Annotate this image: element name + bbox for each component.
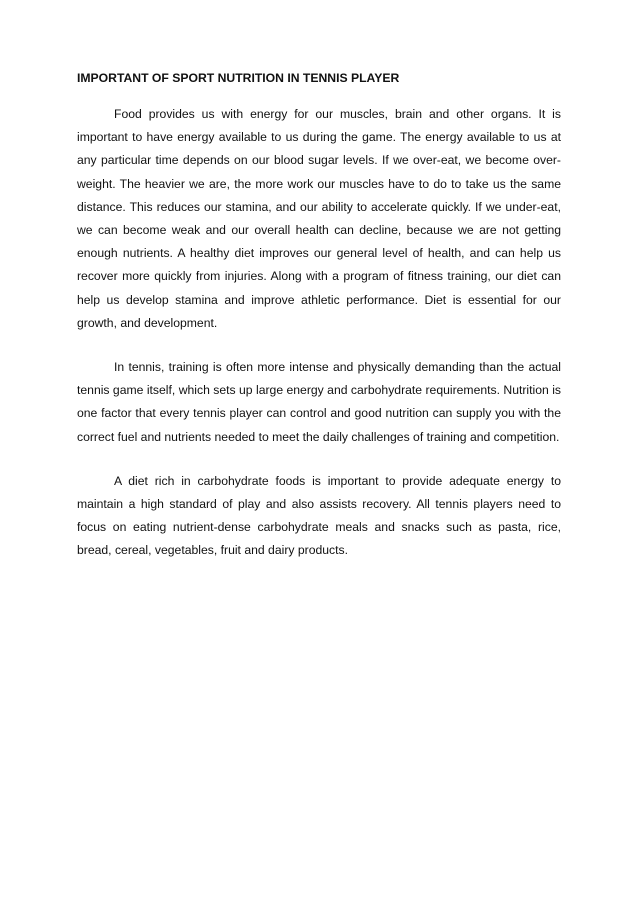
paragraph-food-energy: Food provides us with energy for our muscles, brain and other organs. It is important to have energy available to us during the game. The energy available to us at any particular time depends on our blood sugar levels. If we over-eat, we become over-weight. The heavier we are, the more work our muscles have to do to take us the same distance. This reduces our stamina, and our ability to accelerate quickly. If we under-eat, we can become weak and our overall health can decline, because we are not getting enough nutrients. A healthy diet improves our general level of health, and can help us recover more quickly from injuries. Along with a program of fitness training, our diet can help us develop stamina and improve athletic performance. Diet is essential for our growth, and development. [77, 107, 561, 330]
document-body [77, 70, 561, 584]
paragraph-training-demands: In tennis, training is often more intense and physically demanding than the actual tennis game itself, which sets up large energy and carbohydrate requirements. Nutrition is one factor that every tennis player can control and good nutrition can supply you with the correct fuel and nutrients needed to meet the daily challenges of training and competition. [77, 360, 561, 444]
document-title: IMPORTANT OF SPORT NUTRITION IN TENNIS PLAYER [77, 71, 400, 85]
paragraph-carbohydrate-diet: A diet rich in carbohydrate foods is important to provide adequate energy to maintain a high standard of play and also assists recovery. All tennis players need to focus on eating nutrient-dense carbohydrate meals and snacks such as pasta, rice, bread, cereal, vegetables, fruit and dairy products. [77, 473, 561, 558]
